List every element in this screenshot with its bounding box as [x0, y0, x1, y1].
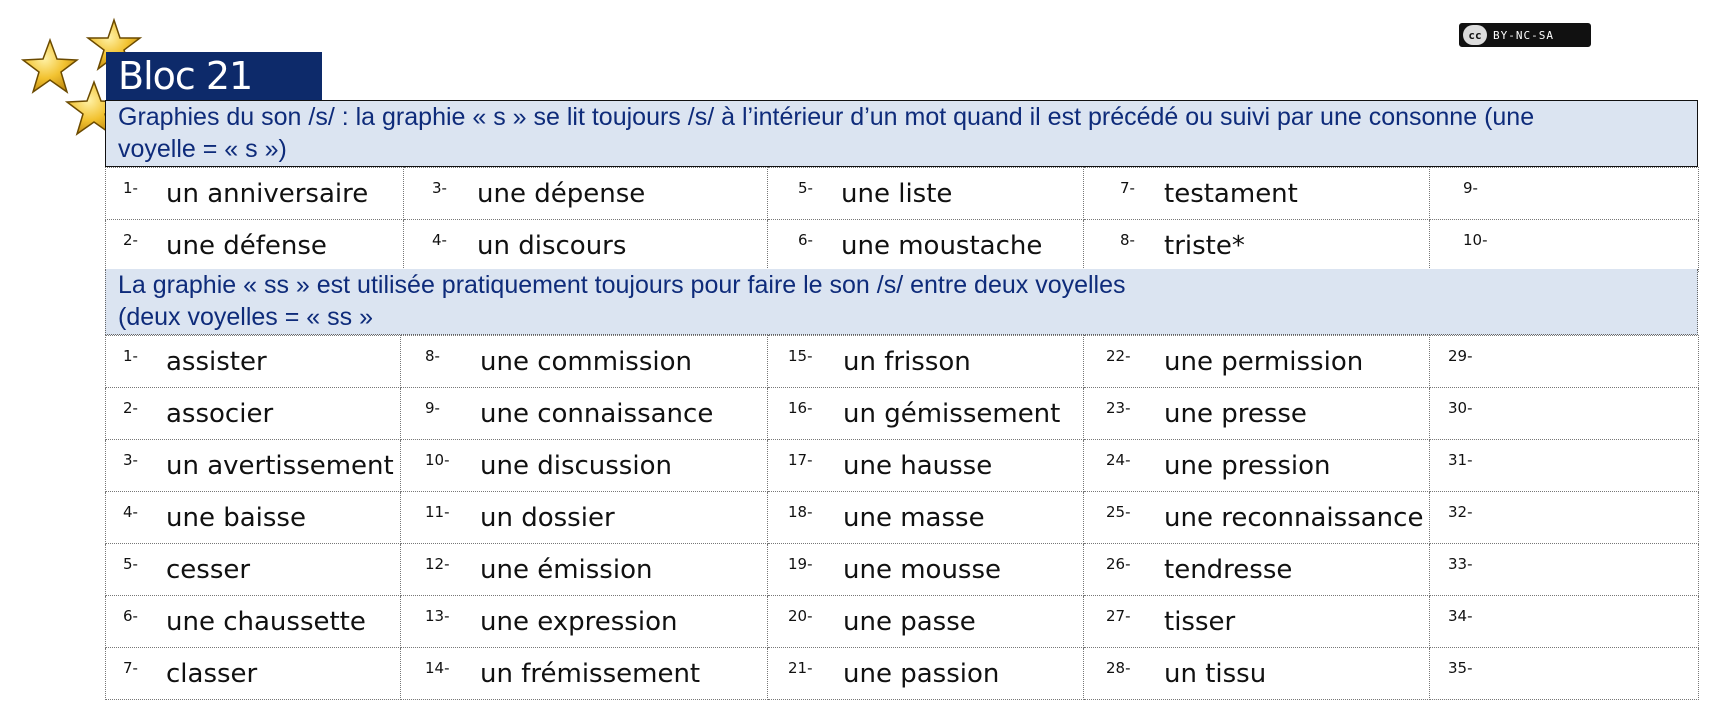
- item-number: 16-: [788, 399, 813, 417]
- word-cell: [1430, 544, 1699, 596]
- word-cell: [401, 648, 768, 700]
- star-icon: [23, 40, 77, 92]
- item-number: 32-: [1448, 503, 1473, 521]
- section1-heading: [105, 100, 1698, 167]
- item-word: tendresse: [1164, 555, 1293, 585]
- item-number: 19-: [788, 555, 813, 573]
- item-word: une chaussette: [166, 607, 366, 637]
- item-number: 1-: [123, 179, 138, 197]
- item-number: 28-: [1106, 659, 1131, 677]
- word-cell: [401, 336, 768, 388]
- item-word: une baisse: [166, 503, 306, 533]
- word-cell: [404, 220, 768, 272]
- item-word: un anniversaire: [166, 179, 369, 209]
- item-number: 3-: [432, 179, 447, 197]
- word-cell: [1430, 648, 1699, 700]
- word-cell: [1430, 492, 1699, 544]
- item-word: un avertissement: [166, 451, 394, 481]
- word-cell: [1430, 168, 1699, 220]
- item-number: 8-: [425, 347, 440, 365]
- word-cell: [1084, 168, 1430, 220]
- item-word: une hausse: [843, 451, 993, 481]
- word-cell: [768, 440, 1084, 492]
- item-number: 7-: [1120, 179, 1135, 197]
- section1-word-table: [105, 167, 1699, 272]
- item-word: un frémissement: [480, 659, 701, 689]
- item-number: 20-: [788, 607, 813, 625]
- item-word: une pression: [1164, 451, 1331, 481]
- word-cell: [1430, 220, 1699, 272]
- item-number: 14-: [425, 659, 450, 677]
- word-cell: [106, 220, 404, 272]
- word-cell: [768, 168, 1084, 220]
- item-number: 8-: [1120, 231, 1135, 249]
- item-word: un frisson: [843, 347, 971, 377]
- item-word: classer: [166, 659, 258, 689]
- word-cell: [106, 440, 401, 492]
- item-number: 13-: [425, 607, 450, 625]
- word-cell: [106, 544, 401, 596]
- item-number: 10-: [1463, 231, 1488, 249]
- word-cell: [1430, 440, 1699, 492]
- item-number: 25-: [1106, 503, 1131, 521]
- item-number: 30-: [1448, 399, 1473, 417]
- item-number: 15-: [788, 347, 813, 365]
- section1-heading-line2: voyelle = « s »): [118, 135, 287, 163]
- word-cell: [401, 596, 768, 648]
- item-number: 3-: [123, 451, 138, 469]
- item-number: 1-: [123, 347, 138, 365]
- license-badge: [1459, 23, 1591, 47]
- item-number: 5-: [798, 179, 813, 197]
- item-number: 7-: [123, 659, 138, 677]
- item-number: 11-: [425, 503, 450, 521]
- word-cell: [768, 336, 1084, 388]
- section2-word-table: [105, 335, 1699, 700]
- item-number: 35-: [1448, 659, 1473, 677]
- item-word: un gémissement: [843, 399, 1061, 429]
- item-word: tisser: [1164, 607, 1236, 637]
- item-word: triste*: [1164, 231, 1245, 261]
- item-word: une commission: [480, 347, 692, 377]
- item-word: un tissu: [1164, 659, 1267, 689]
- item-word: un dossier: [480, 503, 615, 533]
- item-word: une émission: [480, 555, 653, 585]
- word-cell: [768, 596, 1084, 648]
- item-number: 26-: [1106, 555, 1131, 573]
- section2-heading: [105, 269, 1698, 335]
- table-row: [106, 388, 1699, 440]
- item-number: 12-: [425, 555, 450, 573]
- word-cell: [404, 168, 768, 220]
- item-number: 24-: [1106, 451, 1131, 469]
- item-number: 17-: [788, 451, 813, 469]
- word-cell: [1084, 336, 1430, 388]
- word-cell: [106, 388, 401, 440]
- bloc-title: Bloc 21: [106, 52, 322, 100]
- word-cell: [106, 336, 401, 388]
- word-cell: [401, 440, 768, 492]
- item-number: 2-: [123, 231, 138, 249]
- item-word: une mousse: [843, 555, 1002, 585]
- item-number: 10-: [425, 451, 450, 469]
- table-row: [106, 168, 1699, 220]
- item-word: une reconnaissance: [1164, 503, 1424, 533]
- item-word: associer: [166, 399, 274, 429]
- word-cell: [1084, 440, 1430, 492]
- item-number: 9-: [1463, 179, 1478, 197]
- word-cell: [1430, 388, 1699, 440]
- item-word: une connaissance: [480, 399, 714, 429]
- word-cell: [768, 648, 1084, 700]
- word-cell: [768, 544, 1084, 596]
- word-cell: [1084, 596, 1430, 648]
- word-cell: [1430, 596, 1699, 648]
- item-number: 6-: [123, 607, 138, 625]
- item-number: 23-: [1106, 399, 1131, 417]
- item-number: 18-: [788, 503, 813, 521]
- item-number: 21-: [788, 659, 813, 677]
- item-number: 4-: [123, 503, 138, 521]
- item-word: testament: [1164, 179, 1298, 209]
- table-row: [106, 544, 1699, 596]
- section1-heading-line1: Graphies du son /s/ : la graphie « s » se lit toujours /s/ à l’intérieur d’un mot quand il est précédé ou suivi par une consonne (une: [118, 103, 1535, 131]
- item-number: 29-: [1448, 347, 1473, 365]
- word-cell: [768, 388, 1084, 440]
- table-row: [106, 648, 1699, 700]
- word-cell: [106, 648, 401, 700]
- item-word: assister: [166, 347, 267, 377]
- table-row: [106, 596, 1699, 648]
- item-number: 31-: [1448, 451, 1473, 469]
- item-word: une passion: [843, 659, 1000, 689]
- item-word: cesser: [166, 555, 251, 585]
- word-cell: [401, 544, 768, 596]
- item-number: 6-: [798, 231, 813, 249]
- item-number: 9-: [425, 399, 440, 417]
- item-number: 5-: [123, 555, 138, 573]
- word-cell: [106, 168, 404, 220]
- word-cell: [1084, 648, 1430, 700]
- item-number: 2-: [123, 399, 138, 417]
- word-cell: [768, 492, 1084, 544]
- word-cell: [1430, 336, 1699, 388]
- word-cell: [1084, 492, 1430, 544]
- item-number: 4-: [432, 231, 447, 249]
- item-word: une liste: [841, 179, 953, 209]
- item-number: 34-: [1448, 607, 1473, 625]
- table-row: [106, 440, 1699, 492]
- section2-heading-line1: La graphie « ss » est utilisée pratiquement toujours pour faire le son /s/ entre deux voyelles: [118, 271, 1126, 299]
- item-word: une défense: [166, 231, 327, 261]
- word-cell: [1084, 388, 1430, 440]
- license-text: BY-NC-SA: [1493, 28, 1554, 42]
- table-row: [106, 492, 1699, 544]
- word-cell: [1084, 544, 1430, 596]
- table-row: [106, 220, 1699, 272]
- table-row: [106, 336, 1699, 388]
- item-number: 22-: [1106, 347, 1131, 365]
- section2-heading-line2: (deux voyelles = « ss »: [118, 303, 373, 331]
- item-word: une masse: [843, 503, 985, 533]
- item-word: une discussion: [480, 451, 672, 481]
- cc-icon: cc: [1463, 25, 1487, 45]
- item-word: une presse: [1164, 399, 1307, 429]
- item-word: une dépense: [477, 179, 646, 209]
- item-number: 33-: [1448, 555, 1473, 573]
- item-word: une moustache: [841, 231, 1043, 261]
- item-word: une passe: [843, 607, 976, 637]
- item-word: un discours: [477, 231, 627, 261]
- item-word: une expression: [480, 607, 678, 637]
- item-number: 27-: [1106, 607, 1131, 625]
- word-cell: [401, 492, 768, 544]
- word-cell: [106, 596, 401, 648]
- word-cell: [768, 220, 1084, 272]
- item-word: une permission: [1164, 347, 1364, 377]
- word-cell: [401, 388, 768, 440]
- word-cell: [1084, 220, 1430, 272]
- word-cell: [106, 492, 401, 544]
